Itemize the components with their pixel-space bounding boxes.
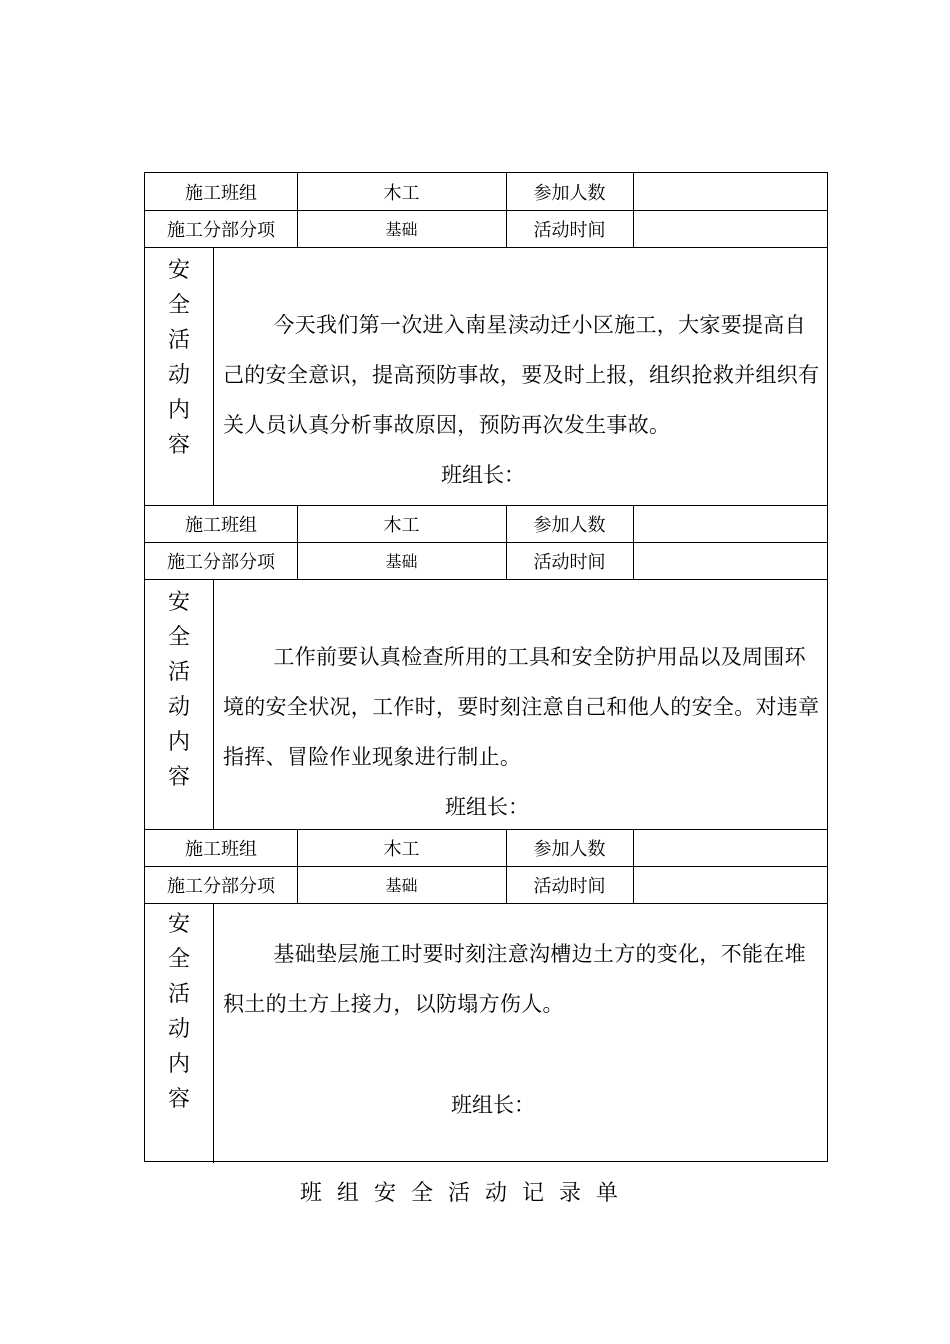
content-label-char: 容 <box>167 1087 190 1112</box>
content-label <box>145 253 213 463</box>
content-label-char: 全 <box>167 293 190 318</box>
team-value: 木工 <box>383 182 420 204</box>
team-label: 施工班组 <box>185 838 257 860</box>
subdivision-value: 基础 <box>385 876 418 895</box>
participants-label: 参加人数 <box>533 514 606 536</box>
content-label-char: 内 <box>167 730 190 755</box>
content-label-char: 动 <box>167 695 190 720</box>
grid-line <box>145 579 827 580</box>
time-label: 活动时间 <box>533 219 606 241</box>
participants-label: 参加人数 <box>533 182 606 204</box>
time-value[interactable] <box>633 866 829 903</box>
activity-content: 基础垫层施工时要时刻注意沟槽边土方的变化，不能在堆积土的土方上接力，以防塌方伤人。 <box>223 942 806 1016</box>
content-label-char: 全 <box>167 625 190 650</box>
team-label: 施工班组 <box>185 514 257 536</box>
content-label <box>145 907 213 1117</box>
subdivision-label: 施工分部分项 <box>167 875 275 897</box>
content-label <box>145 585 213 795</box>
team-value: 木工 <box>383 514 420 536</box>
participants-value[interactable] <box>633 505 829 542</box>
activity-content: 今天我们第一次进入南星渎动迁小区施工，大家要提高自己的安全意识，提高预防事故，要及时上报，组织抢救并组织有关人员认真分析事故原因，预防再次发生事故。 <box>223 313 820 437</box>
grid-line <box>145 903 827 904</box>
content-label-char: 容 <box>167 765 190 790</box>
participants-value[interactable] <box>633 829 829 866</box>
content-label-char: 全 <box>167 947 190 972</box>
activity-content: 工作前要认真检查所用的工具和安全防护用品以及周围环境的安全状况，工作时，要时刻注意自己和他人的安全。对违章指挥、冒险作业现象进行制止。 <box>223 645 820 769</box>
team-leader-label: 班组长： <box>451 1093 535 1117</box>
content-label-char: 活 <box>167 328 190 353</box>
subdivision-value: 基础 <box>385 220 418 239</box>
subdivision-label: 施工分部分项 <box>167 219 275 241</box>
subdivision-value: 基础 <box>385 552 418 571</box>
team-leader-label: 班组长： <box>445 795 529 819</box>
content-label-char: 动 <box>167 363 190 388</box>
safety-activity-form <box>144 172 828 1162</box>
grid-line <box>213 579 214 829</box>
content-label-char: 容 <box>167 433 190 458</box>
time-value[interactable] <box>633 542 829 579</box>
team-label: 施工班组 <box>185 182 257 204</box>
subdivision-label: 施工分部分项 <box>167 551 275 573</box>
content-label-char: 安 <box>167 258 190 283</box>
grid-line <box>213 247 214 505</box>
participants-label: 参加人数 <box>533 838 606 860</box>
content-label-char: 动 <box>167 1017 190 1042</box>
content-label-char: 活 <box>167 982 190 1007</box>
content-label-char: 安 <box>167 590 190 615</box>
content-label-char: 活 <box>167 660 190 685</box>
time-value[interactable] <box>633 210 829 247</box>
content-label-char: 内 <box>167 398 190 423</box>
grid-line <box>213 903 214 1163</box>
content-label-char: 内 <box>167 1052 190 1077</box>
participants-value[interactable] <box>633 173 829 210</box>
time-label: 活动时间 <box>533 875 606 897</box>
time-label: 活动时间 <box>533 551 606 573</box>
team-value: 木工 <box>383 838 420 860</box>
team-leader-label: 班组长： <box>441 463 525 487</box>
grid-line <box>145 247 827 248</box>
form-title: 班组安全活动记录单 <box>300 1181 634 1206</box>
content-label-char: 安 <box>167 912 190 937</box>
